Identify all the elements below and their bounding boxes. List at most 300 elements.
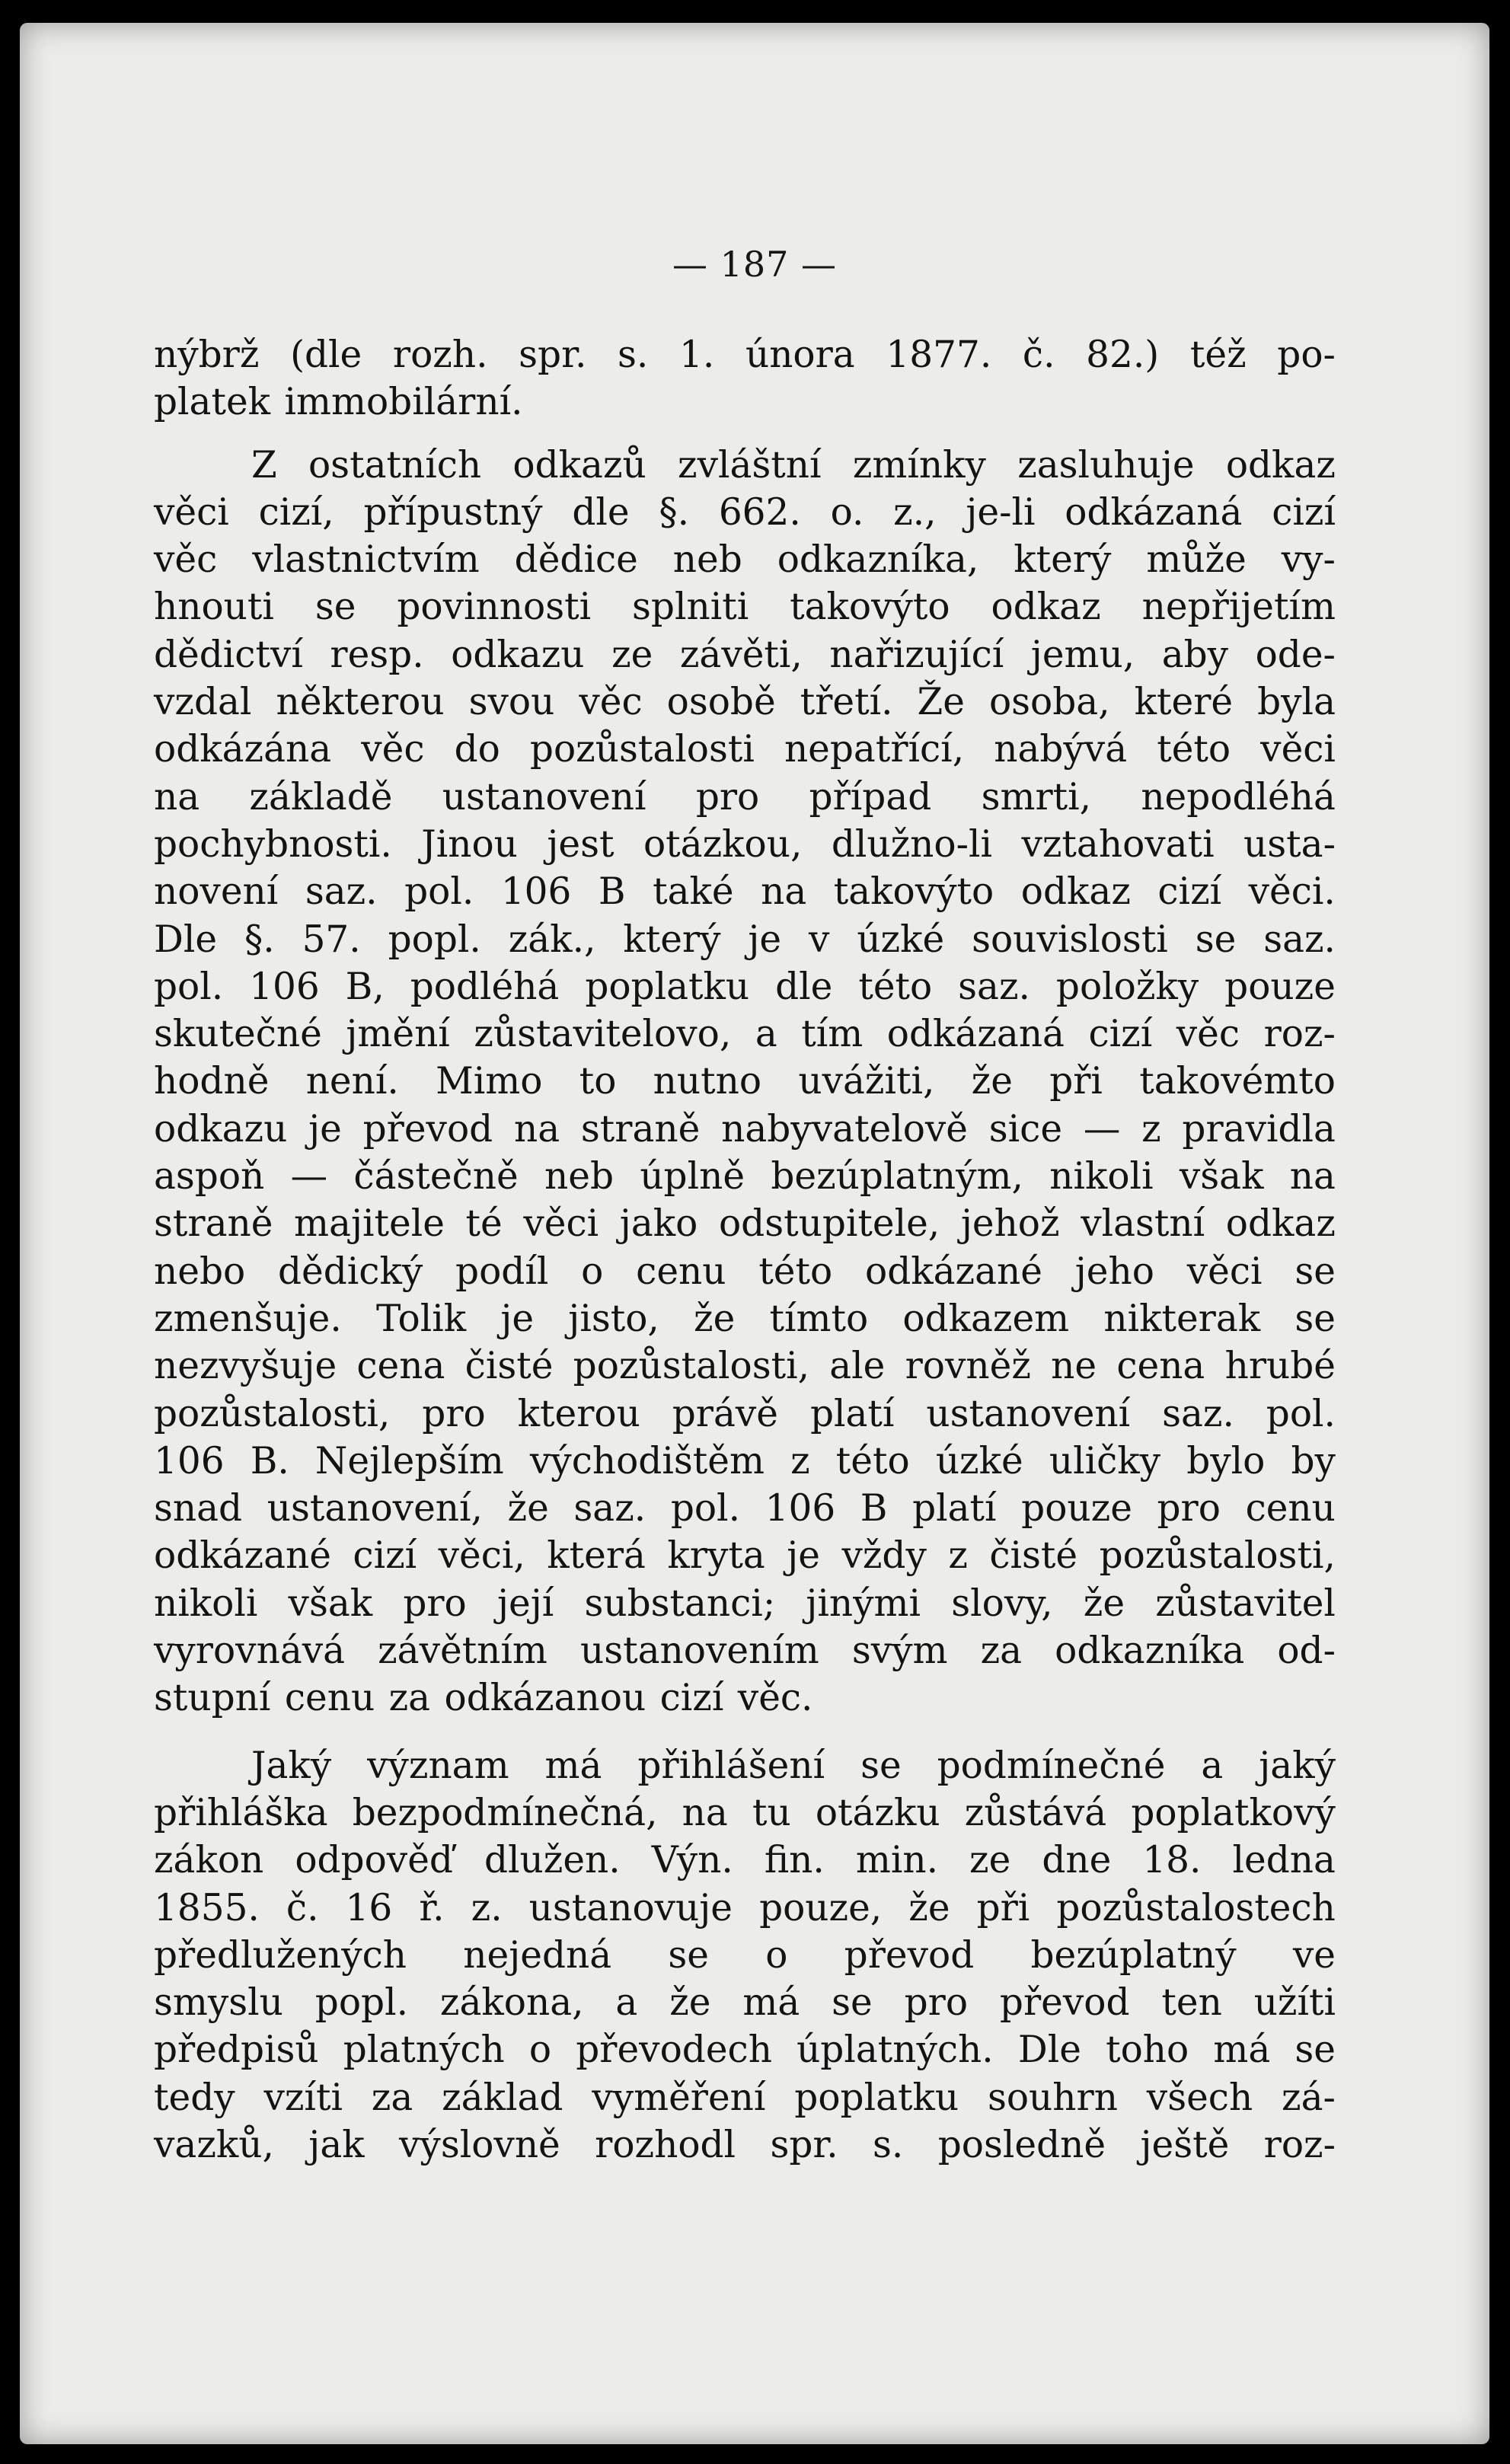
word: hnouti	[154, 586, 274, 629]
word: cizí,	[258, 490, 334, 534]
word: majitele	[294, 1202, 445, 1246]
word: tu	[752, 1791, 791, 1834]
word: a	[615, 1981, 638, 2025]
word: úplně	[640, 1155, 745, 1198]
word: cizí	[659, 1677, 724, 1720]
word: bylo	[1186, 1439, 1266, 1483]
word: vyměření	[592, 2076, 766, 2119]
word: a	[1201, 1744, 1224, 1787]
word: dne	[1042, 1839, 1112, 1882]
word: pozůstalosti,	[573, 1345, 810, 1388]
word: kryta	[667, 1534, 765, 1578]
word: odstupitele,	[718, 1202, 940, 1246]
word: ř.	[419, 1886, 445, 1929]
word: za	[371, 2076, 413, 2119]
word: nezvyšuje	[154, 1345, 337, 1388]
word: skutečné	[154, 1013, 322, 1056]
word: rozhodl	[595, 2123, 736, 2166]
word: má	[1213, 2028, 1271, 2072]
word: této	[858, 965, 933, 1008]
word: se	[832, 1981, 873, 2025]
word: která	[547, 1534, 646, 1578]
word: že	[507, 1487, 549, 1530]
word: takovýto	[833, 870, 994, 914]
word: v	[809, 918, 830, 961]
word: pro	[403, 1581, 467, 1625]
word: ustanovení	[926, 1392, 1131, 1435]
word: pozůstalosti	[529, 728, 755, 771]
word: jehož	[960, 1202, 1060, 1246]
word: §.	[659, 490, 690, 534]
word: immobilární.	[284, 381, 523, 424]
word: o	[765, 1933, 788, 1977]
text-line	[154, 1390, 1336, 1438]
word: saz.	[573, 1487, 646, 1530]
word: —	[290, 1155, 328, 1198]
text-line	[154, 378, 1336, 426]
word: resp.	[330, 633, 424, 676]
word: je	[787, 1534, 821, 1578]
word: poplatku	[794, 2076, 959, 2119]
text-line	[154, 1438, 1336, 1485]
word: při	[976, 1886, 1030, 1929]
word: přihláška	[154, 1791, 328, 1834]
paragraph-2	[154, 442, 1336, 1722]
text-line	[154, 963, 1336, 1010]
word: vlastní	[1081, 1202, 1205, 1246]
word: nepodléhá	[1141, 775, 1336, 819]
word: otázkou,	[643, 822, 803, 866]
word: tedy	[154, 2076, 235, 2119]
word: má	[742, 1981, 800, 2025]
word: také	[653, 870, 734, 914]
text-line	[154, 583, 1336, 630]
word: základě	[249, 775, 393, 819]
word: dědictví	[154, 633, 303, 676]
word: spr.	[770, 2123, 838, 2166]
word: neb	[672, 538, 742, 582]
page-number: — 187 —	[672, 244, 838, 285]
word: věci	[1260, 728, 1336, 771]
word: o.	[830, 490, 864, 534]
word: Tolik	[375, 1297, 467, 1340]
word: odkazníka,	[777, 538, 979, 582]
body-text	[154, 331, 1336, 2169]
word: pozůstalostech	[1056, 1886, 1336, 1929]
word: za	[388, 1677, 431, 1720]
word: závětním	[378, 1629, 547, 1673]
word: po-	[1277, 334, 1336, 376]
word: zák.,	[508, 918, 596, 961]
word: slovy,	[951, 1581, 1053, 1625]
word: povinnosti	[397, 586, 592, 629]
word: 106	[249, 965, 320, 1008]
word: na	[154, 775, 200, 819]
word: který	[623, 918, 721, 961]
word: stupní	[154, 1677, 271, 1720]
word: jmění	[346, 1013, 450, 1056]
word: věc	[154, 538, 218, 582]
word: na	[761, 870, 807, 914]
word: Dle	[1017, 2028, 1081, 2072]
word: zasluhuje	[1017, 443, 1195, 487]
word: uvážiti,	[798, 1060, 935, 1103]
word: 106	[154, 1439, 225, 1483]
paragraph-3	[154, 1742, 1336, 2169]
word: její	[496, 1581, 554, 1625]
word: částečně	[353, 1155, 519, 1198]
word: saz.	[1162, 1392, 1234, 1435]
word: ne	[1051, 1345, 1097, 1388]
word: ode-	[1255, 633, 1336, 676]
word: odkázaná	[886, 1013, 1065, 1056]
word: z.	[471, 1886, 503, 1929]
word: 106	[500, 870, 572, 914]
word: splniti	[632, 586, 749, 629]
word: ve	[1292, 1933, 1336, 1977]
word: nikterak	[1103, 1297, 1261, 1340]
word: že	[694, 1297, 736, 1340]
word: ustanovení	[442, 775, 646, 819]
word: platných	[343, 2028, 505, 2072]
word: s.	[618, 334, 649, 376]
word: rovněž	[905, 1345, 1031, 1388]
text-line	[154, 1106, 1336, 1153]
word: Nejlepším	[314, 1439, 504, 1483]
word: min.	[855, 1839, 939, 1882]
word: dědický	[277, 1250, 423, 1293]
word: úplatných.	[797, 2028, 994, 2072]
word: B	[598, 870, 626, 914]
word: výslovně	[399, 2123, 560, 2166]
word: uličky	[1049, 1439, 1161, 1483]
word: č.	[1022, 334, 1055, 376]
word: (dle	[290, 334, 362, 376]
word: jemu,	[1030, 633, 1135, 676]
text-line	[154, 1580, 1336, 1627]
word: zá-	[1282, 2076, 1336, 2119]
word: převodech	[576, 2028, 772, 2072]
word: pol.	[154, 965, 224, 1008]
word: bezúplatným,	[771, 1155, 1023, 1198]
word: popl.	[388, 918, 481, 961]
text-line	[154, 536, 1336, 583]
word: právě	[672, 1392, 779, 1435]
text-line	[154, 916, 1336, 963]
word: fin.	[764, 1839, 825, 1882]
word: východištěm	[529, 1439, 765, 1483]
word: aspoň	[154, 1155, 265, 1198]
word: z.,	[893, 490, 937, 534]
text-line	[154, 331, 1336, 378]
word: 662.	[718, 490, 801, 534]
word: ustanovení,	[267, 1487, 483, 1530]
text-line	[154, 774, 1336, 821]
word: pro	[422, 1392, 486, 1435]
word: Jaký	[251, 1744, 332, 1787]
word: neb	[544, 1155, 614, 1198]
word: hrubé	[1224, 1345, 1336, 1388]
word: pro	[1157, 1487, 1221, 1530]
word: třetí.	[800, 681, 893, 724]
word: bezpodmínečná,	[352, 1791, 658, 1834]
word: nikoli	[154, 1581, 258, 1625]
word: že	[908, 1886, 950, 1929]
word: věci	[154, 490, 229, 534]
word: takovémto	[1139, 1060, 1336, 1103]
word: straně	[154, 1202, 273, 1246]
text-line	[154, 1248, 1336, 1295]
word: pol.	[404, 870, 474, 914]
word: nepatřící,	[784, 728, 965, 771]
word: dlužno-li	[831, 822, 993, 866]
word: z	[1141, 1107, 1161, 1151]
word: nepřijetím	[1141, 586, 1336, 629]
word: od-	[1277, 1629, 1336, 1673]
word: aby	[1161, 633, 1229, 676]
text-line	[154, 1742, 1336, 1789]
word: dědice	[514, 538, 638, 582]
word: však	[288, 1581, 373, 1625]
text-line	[154, 1979, 1336, 2026]
word: této	[758, 1250, 833, 1293]
word: cizí	[353, 1534, 417, 1578]
word: jest	[547, 822, 615, 866]
word: však	[1179, 1155, 1264, 1198]
word: jisto,	[568, 1297, 659, 1340]
text-line	[154, 1058, 1336, 1105]
word: odkázané	[865, 1250, 1042, 1293]
word: poplatku	[585, 965, 750, 1008]
word: všech	[1146, 2076, 1253, 2119]
text-line	[154, 489, 1336, 536]
word: novení	[154, 870, 279, 914]
word: které	[1134, 681, 1234, 724]
word: vzíti	[263, 2076, 343, 2119]
word: je	[500, 1297, 535, 1340]
word: ustanovením	[579, 1629, 819, 1673]
text-line	[154, 1885, 1336, 1932]
word: věci	[523, 1202, 599, 1246]
word: věc	[1176, 1013, 1240, 1056]
word: na	[513, 1107, 560, 1151]
word: ten	[1161, 1981, 1222, 2025]
word: zmínky	[852, 443, 986, 487]
word: význam	[367, 1744, 509, 1787]
word: otázku	[815, 1791, 940, 1834]
word: souhrn	[987, 2076, 1118, 2119]
word: platek	[154, 381, 271, 424]
text-line	[154, 1674, 1336, 1722]
word: vyrovnává	[154, 1629, 346, 1673]
word: některou	[276, 681, 445, 724]
word: pol.	[670, 1487, 740, 1530]
word: věci,	[438, 1534, 525, 1578]
text-line	[154, 442, 1336, 489]
word: položky	[1055, 965, 1199, 1008]
word: že	[971, 1060, 1013, 1103]
word: B	[860, 1487, 888, 1530]
word: 1.	[679, 334, 715, 376]
word: rozh.	[392, 334, 488, 376]
word: odkázané	[154, 1534, 331, 1578]
word: pro	[695, 775, 760, 819]
word: popl.	[314, 1981, 409, 2025]
word: se	[1195, 918, 1237, 961]
word: odkázaná	[1065, 490, 1243, 534]
word: nařizující	[829, 633, 1004, 676]
word: ještě	[1140, 2123, 1230, 2166]
word: cena	[356, 1345, 445, 1388]
word: vy-	[1281, 538, 1336, 582]
word: pouze	[1224, 965, 1336, 1008]
word: saz.	[1263, 918, 1336, 961]
text-line	[154, 1342, 1336, 1390]
word: jak	[308, 2123, 365, 2166]
word: posledně	[937, 2123, 1106, 2166]
word: vazků,	[154, 2123, 274, 2166]
word: této	[835, 1439, 910, 1483]
text-line	[154, 1010, 1336, 1058]
word: substanci;	[584, 1581, 776, 1625]
text-line	[154, 2026, 1336, 2073]
text-line	[154, 1932, 1336, 1979]
word: se	[314, 586, 356, 629]
word: je-li	[966, 490, 1036, 534]
word: převod	[999, 1981, 1130, 2025]
word: cenu	[1245, 1487, 1336, 1530]
word: odpověď	[295, 1839, 453, 1882]
text-line	[154, 1295, 1336, 1342]
word: je	[748, 918, 782, 961]
word: z	[790, 1439, 810, 1483]
text-line	[154, 1200, 1336, 1247]
word: odkaz	[1225, 443, 1336, 487]
word: nejedná	[463, 1933, 612, 1977]
word: byla	[1257, 681, 1336, 724]
word: tím	[801, 1013, 864, 1056]
word: cena	[1116, 1345, 1205, 1388]
word: dlužen.	[484, 1839, 621, 1882]
word: zvláštní	[678, 443, 822, 487]
word: platí	[809, 1392, 895, 1435]
word: podléhá	[410, 965, 560, 1008]
word: to	[579, 1060, 617, 1103]
word: ze	[611, 633, 653, 676]
word: se	[860, 1744, 902, 1787]
word: spr.	[519, 334, 587, 376]
word: odkázanou	[444, 1677, 646, 1720]
word: není.	[305, 1060, 399, 1103]
word: cenu	[284, 1677, 375, 1720]
word: čisté	[989, 1534, 1078, 1578]
word: čisté	[464, 1345, 554, 1388]
word: saz.	[305, 870, 378, 914]
word: pouze,	[759, 1886, 883, 1929]
word: nebo	[154, 1250, 246, 1293]
word: svým	[851, 1629, 948, 1673]
word: s.	[873, 2123, 904, 2166]
word: platí	[912, 1487, 997, 1530]
word: odkázána	[154, 728, 332, 771]
word: odkazem	[902, 1297, 1070, 1340]
book-page	[20, 23, 1489, 2444]
word: souvislosti	[972, 918, 1168, 961]
word: této	[1157, 728, 1231, 771]
word: se	[1295, 1297, 1336, 1340]
word: č.	[286, 1886, 319, 1929]
word: takovýto	[790, 586, 950, 629]
word: svou	[468, 681, 555, 724]
word: cizí	[1088, 1013, 1153, 1056]
word: odkazů	[512, 443, 646, 487]
word: základ	[442, 2076, 563, 2119]
word: —	[1083, 1107, 1121, 1151]
word: pozůstalosti,	[1099, 1534, 1336, 1578]
word: Z	[251, 443, 277, 487]
word: pravidla	[1182, 1107, 1336, 1151]
word: osoba,	[988, 681, 1110, 724]
word: roz-	[1263, 2123, 1336, 2166]
word: věc	[579, 681, 643, 724]
word: odkaz	[1225, 1202, 1336, 1246]
text-line	[154, 726, 1336, 773]
word: předlužených	[154, 1933, 407, 1977]
word: věc	[361, 728, 425, 771]
word: na	[682, 1791, 728, 1834]
word: užíti	[1253, 1981, 1336, 2025]
word: zmenšuje.	[154, 1297, 342, 1340]
word: že	[1083, 1581, 1125, 1625]
word: Jinou	[421, 822, 518, 866]
word: na	[1289, 1155, 1336, 1198]
word: toho	[1106, 2028, 1189, 2072]
word: pochybnosti.	[154, 822, 392, 866]
word: jako	[619, 1202, 698, 1246]
word: podmínečné	[937, 1744, 1166, 1787]
word: dle	[775, 965, 833, 1008]
word: 1855.	[154, 1886, 260, 1929]
word: ale	[829, 1345, 886, 1388]
text-line	[154, 1153, 1336, 1200]
word: zůstavitelovo,	[474, 1013, 732, 1056]
word: vztahovati	[1021, 822, 1215, 866]
word: B.	[250, 1439, 289, 1483]
word: 1877.	[886, 334, 992, 376]
word: února	[745, 334, 855, 376]
word: cenu	[636, 1250, 726, 1293]
word: nutno	[653, 1060, 762, 1103]
text-line	[154, 2074, 1336, 2121]
word: má	[544, 1744, 602, 1787]
word: se	[1295, 2028, 1336, 2072]
word: je	[308, 1107, 342, 1151]
word: sice	[988, 1107, 1063, 1151]
word: odkaz	[991, 586, 1101, 629]
word: nabyvatelově	[721, 1107, 969, 1151]
word: dle	[572, 490, 630, 534]
word: o	[581, 1250, 604, 1293]
word: věc.	[737, 1677, 813, 1720]
text-line	[154, 1532, 1336, 1579]
word: kterou	[517, 1392, 640, 1435]
word: osobě	[666, 681, 776, 724]
word: přihlášení	[637, 1744, 825, 1787]
word: pro	[904, 1981, 969, 2025]
word: z	[948, 1534, 968, 1578]
word: smyslu	[154, 1981, 283, 2025]
word: jeho	[1074, 1250, 1154, 1293]
